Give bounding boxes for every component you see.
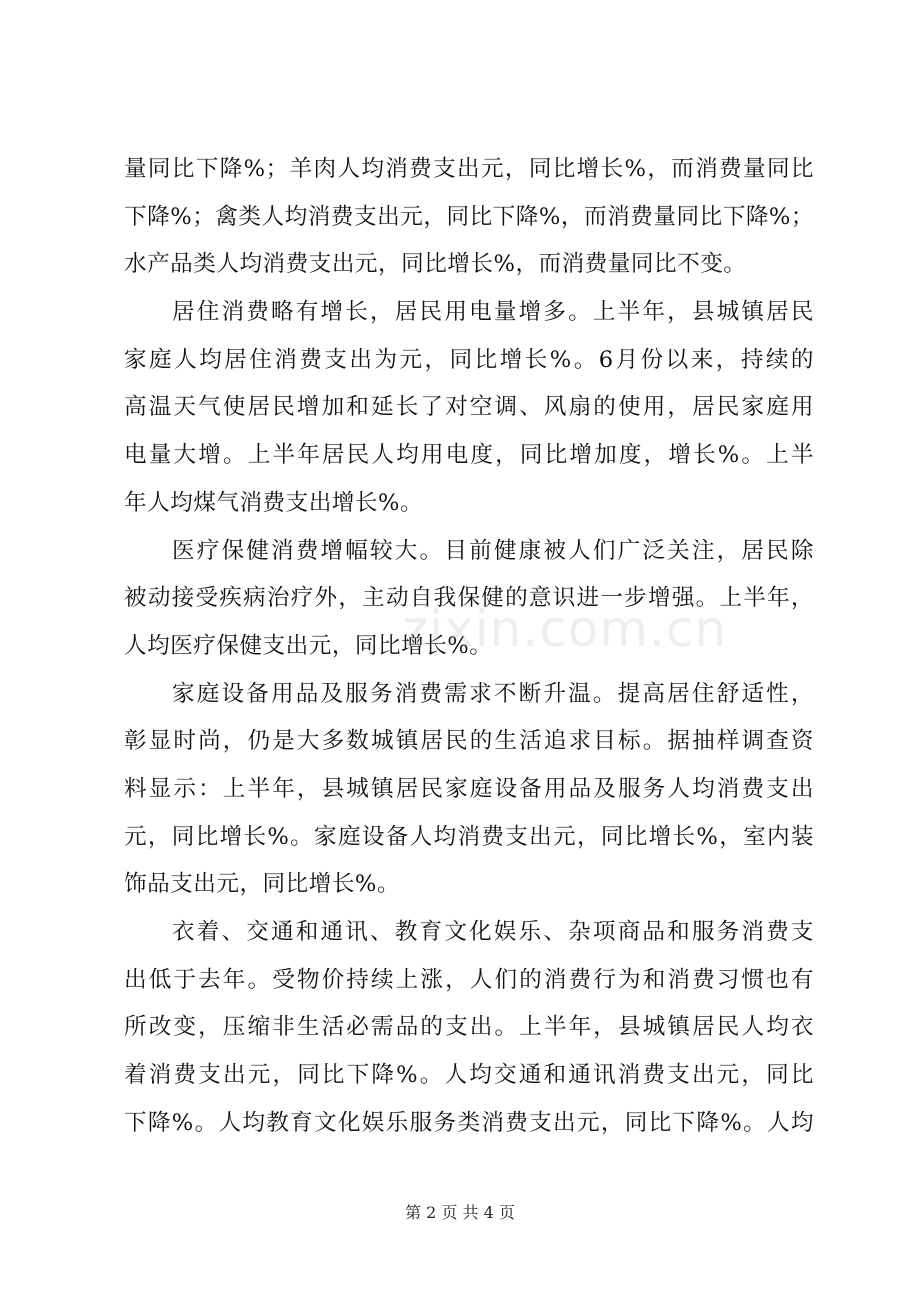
text-line: 高温天气使居民增加和延长了对空调、风扇的使用，居民家庭用 bbox=[124, 394, 814, 421]
text-line: 被动接受疾病治疗外，主动自我保健的意识进一步增强。上半年， bbox=[124, 585, 814, 612]
body-text bbox=[124, 146, 814, 1147]
text-line: 出低于去年。受物价持续上涨，人们的消费行为和消费习惯也有 bbox=[124, 966, 814, 993]
text-line: 着消费支出元，同比下降%。人均交通和通讯消费支出元，同比 bbox=[124, 1062, 814, 1089]
paragraph-first-line: 医疗保健消费增幅较大。目前健康被人们广泛关注，居民除 bbox=[172, 537, 814, 564]
paragraph-first-line: 家庭设备用品及服务消费需求不断升温。提高居住舒适性， bbox=[172, 680, 814, 707]
text-line: 下降%。人均教育文化娱乐服务类消费支出元，同比下降%。人均 bbox=[124, 1109, 814, 1136]
text-line: 彰显时尚，仍是大多数城镇居民的生活追求目标。据抽样调查资 bbox=[124, 728, 814, 755]
text-line: 量同比下降%；羊肉人均消费支出元，同比增长%，而消费量同比 bbox=[124, 156, 814, 182]
text-line: 电量大增。上半年居民人均用电度，同比增加度，增长%。上半 bbox=[124, 442, 814, 469]
text-line: 家庭人均居住消费支出为元，同比增长%。6月份以来，持续的 bbox=[124, 346, 814, 373]
page-footer: 第 2 页 共 4 页 bbox=[405, 1203, 515, 1222]
paragraph-first-line: 衣着、交通和通讯、教育文化娱乐、杂项商品和服务消费支 bbox=[172, 919, 814, 945]
text-line: 料显示：上半年，县城镇居民家庭设备用品及服务人均消费支出 bbox=[124, 775, 814, 802]
text-line: 元，同比增长%。家庭设备人均消费支出元，同比增长%，室内装 bbox=[124, 823, 814, 850]
text-line: 年人均煤气消费支出增长%。 bbox=[124, 489, 424, 516]
text-line: 人均医疗保健支出元，同比增长%。 bbox=[124, 632, 493, 659]
text-line: 水产品类人均消费支出元，同比增长%，而消费量同比不变。 bbox=[124, 251, 747, 278]
text-line: 所改变，压缩非生活必需品的支出。上半年，县城镇居民人均衣 bbox=[124, 1014, 814, 1041]
text-line: 下降%；禽类人均消费支出元，同比下降%，而消费量同比下降%； bbox=[124, 203, 814, 230]
paragraph-first-line: 居住消费略有增长，居民用电量增多。上半年，县城镇居民 bbox=[172, 299, 814, 326]
watermark: zixin.com.cn bbox=[402, 600, 728, 658]
text-line: 饰品支出元，同比增长%。 bbox=[124, 871, 400, 898]
